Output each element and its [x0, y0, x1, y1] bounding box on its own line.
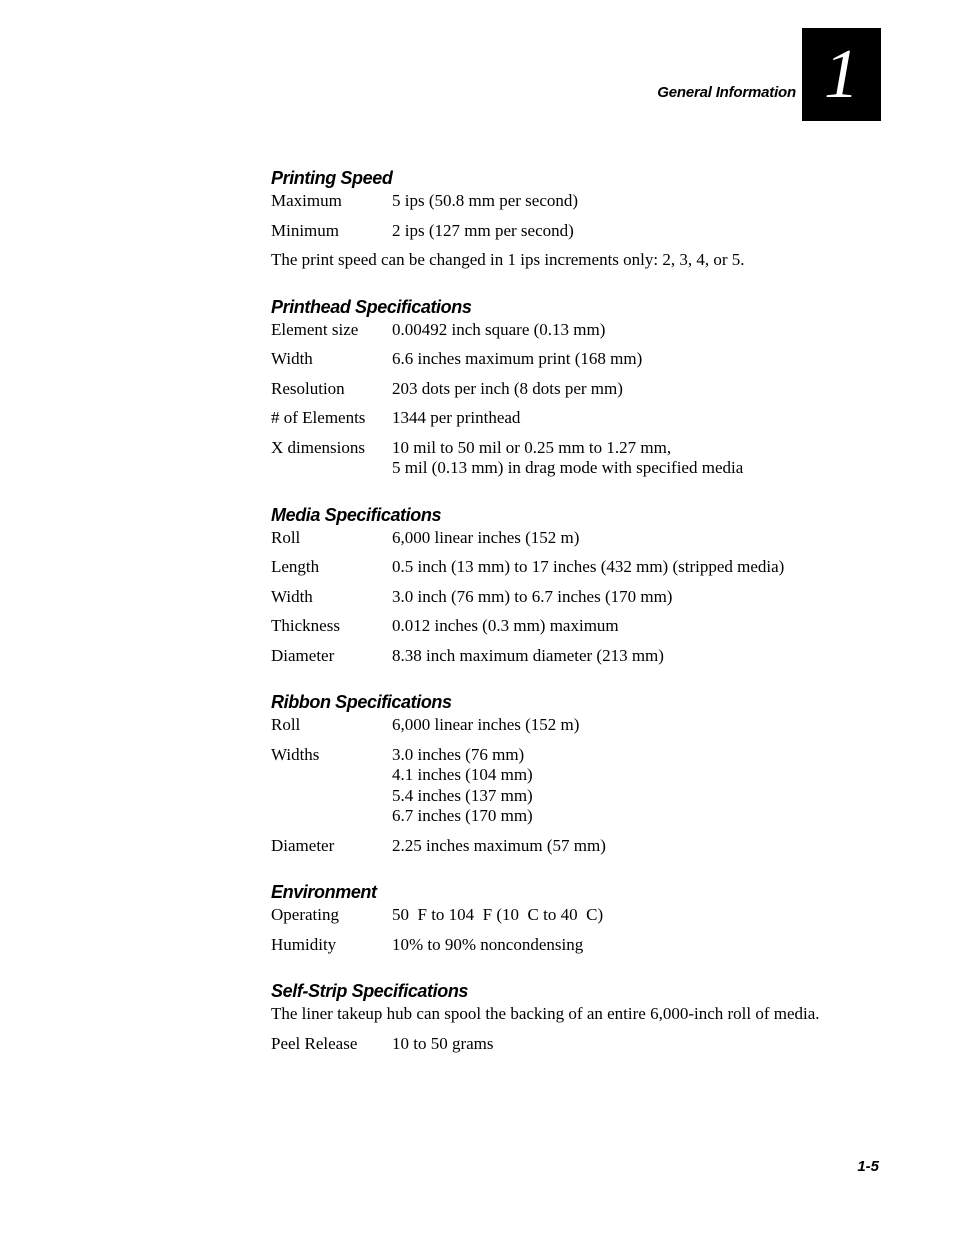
spec-value-line: 4.1 inches (104 mm) — [392, 765, 533, 784]
spec-row — [271, 715, 831, 736]
spec-value-line: 10 mil to 50 mil or 0.25 mm to 1.27 mm, — [392, 437, 672, 457]
spec-label: Diameter — [271, 835, 335, 855]
spec-value: 50 F to 104 F (10 C to 40 C) — [392, 905, 604, 924]
spec-label: # of Elements — [271, 408, 366, 427]
spec-label: Peel Release — [271, 1033, 358, 1053]
section-note: The liner takeup hub can spool the backing of an entire 6,000-inch roll of media. — [271, 1004, 820, 1023]
chapter-number-tab: 1 — [802, 28, 881, 121]
section-media — [271, 502, 831, 667]
section-self-strip — [271, 978, 831, 1054]
spec-label: Width — [271, 349, 313, 368]
section-heading: Printing Speed — [271, 168, 393, 188]
spec-row — [271, 935, 831, 956]
spec-value: 0.5 inch (13 mm) to 17 inches (432 mm) (stripped media) — [392, 557, 785, 576]
spec-label: Widths — [271, 744, 320, 764]
section-heading: Environment — [271, 882, 377, 902]
spec-row — [271, 557, 831, 578]
spec-label: X dimensions — [271, 437, 365, 457]
spec-row — [271, 221, 831, 242]
spec-label: Roll — [271, 715, 301, 734]
spec-value: 0.00492 inch square (0.13 mm) — [392, 319, 606, 339]
spec-row — [271, 379, 831, 400]
spec-row — [271, 408, 831, 429]
spec-value: 10% to 90% noncondensing — [392, 934, 584, 954]
spec-label: Width — [271, 586, 313, 606]
spec-label: Length — [271, 557, 320, 576]
spec-row — [271, 320, 831, 341]
spec-value-line: 5.4 inches (137 mm) — [392, 785, 533, 805]
spec-value: 6,000 linear inches (152 m) — [392, 527, 580, 547]
spec-value: 3.0 inch (76 mm) to 6.7 inches (170 mm) — [392, 586, 673, 606]
spec-value-line: 3.0 inches (76 mm) — [392, 744, 525, 764]
spec-row — [271, 616, 831, 637]
section-note: The print speed can be changed in 1 ips increments only: 2, 3, 4, or 5. — [271, 250, 745, 269]
spec-label: Minimum — [271, 220, 340, 240]
section-printing-speed — [271, 165, 831, 271]
spec-value: 6.6 inches maximum print (168 mm) — [392, 349, 643, 368]
spec-value: 10 to 50 grams — [392, 1033, 494, 1053]
spec-value: 1344 per printhead — [392, 408, 521, 427]
spec-row — [271, 836, 831, 857]
spec-row — [271, 528, 831, 549]
spec-value — [392, 438, 831, 479]
running-header-title: General Information — [657, 84, 796, 101]
spec-value: 2.25 inches maximum (57 mm) — [392, 835, 606, 855]
spec-label: Thickness — [271, 616, 340, 635]
spec-label: Resolution — [271, 378, 345, 398]
spec-value: 203 dots per inch (8 dots per mm) — [392, 378, 623, 398]
section-heading: Printhead Specifications — [271, 296, 472, 317]
section-ribbon — [271, 689, 831, 856]
spec-label: Diameter — [271, 645, 335, 665]
spec-label: Humidity — [271, 934, 337, 954]
section-environment — [271, 879, 831, 955]
section-printhead — [271, 294, 831, 479]
section-heading: Media Specifications — [271, 504, 442, 525]
spec-label: Element size — [271, 319, 359, 339]
spec-row — [271, 905, 831, 926]
spec-row — [271, 349, 831, 370]
spec-content — [271, 165, 831, 1077]
spec-value: 8.38 inch maximum diameter (213 mm) — [392, 645, 664, 665]
spec-value-line: 5 mil (0.13 mm) in drag mode with specified media — [392, 458, 744, 477]
spec-row — [271, 191, 831, 212]
section-heading: Self-Strip Specifications — [271, 981, 469, 1001]
spec-value — [392, 745, 831, 827]
spec-value: 5 ips (50.8 mm per second) — [392, 191, 579, 210]
spec-row — [271, 438, 831, 479]
spec-label: Maximum — [271, 191, 342, 210]
spec-value: 2 ips (127 mm per second) — [392, 220, 574, 240]
spec-row — [271, 1034, 831, 1055]
spec-row — [271, 587, 831, 608]
spec-row — [271, 646, 831, 667]
spec-label: Roll — [271, 527, 301, 547]
spec-value: 0.012 inches (0.3 mm) maximum — [392, 616, 619, 635]
section-heading: Ribbon Specifications — [271, 692, 452, 712]
spec-value: 6,000 linear inches (152 m) — [392, 715, 580, 734]
spec-value-line: 6.7 inches (170 mm) — [392, 806, 533, 825]
page-number: 1-5 — [857, 1158, 879, 1175]
spec-row — [271, 745, 831, 827]
spec-label: Operating — [271, 905, 339, 924]
